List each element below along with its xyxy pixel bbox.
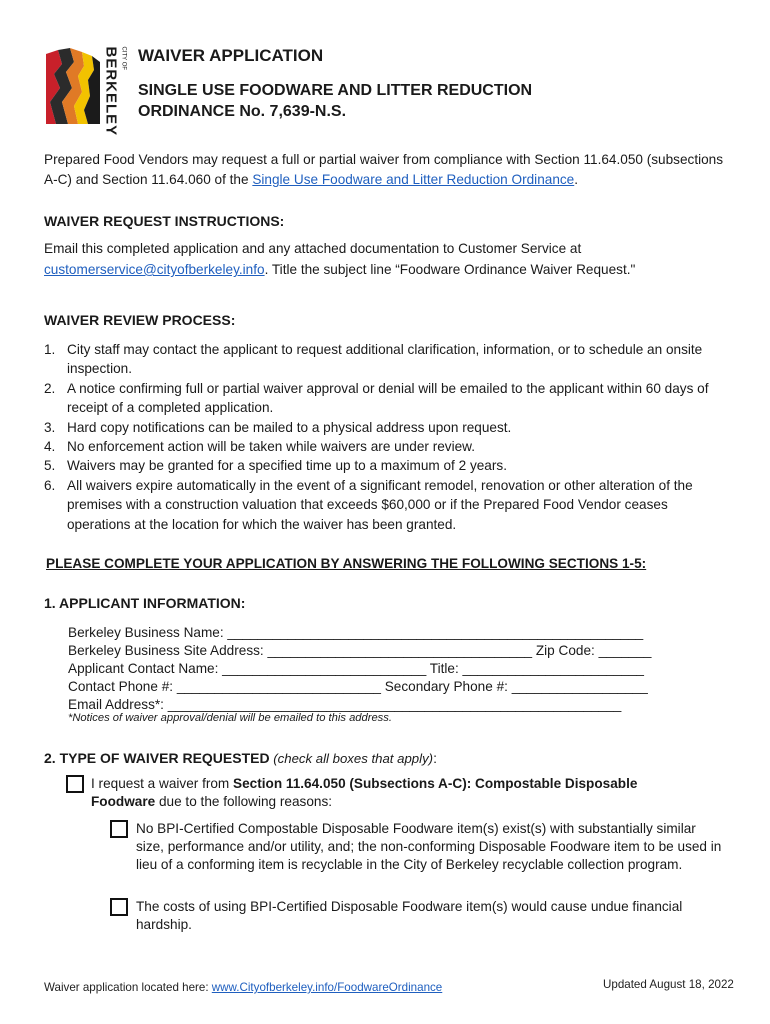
list-item-text: Waivers may be granted for a specified time up to a maximum of 2 years. (67, 458, 507, 474)
list-item-text: Hard copy notifications can be mailed to a physical address upon request. (67, 419, 512, 435)
ordinance-title (138, 80, 638, 122)
contact-name-title-field[interactable]: Applicant Contact Name: ___________________________ Title: ________________________ (68, 661, 644, 676)
section2-heading-colon: : (433, 750, 437, 766)
option-post: due to the following reasons: (155, 794, 333, 809)
section2-heading-hint: (check all boxes that apply) (269, 751, 434, 766)
instructions-subject: . Title the subject line “Foodware Ordinance Waiver Request." (264, 262, 636, 277)
reason-financial-hardship-checkbox[interactable] (110, 898, 128, 916)
option-foodware: Foodware (91, 794, 156, 809)
list-item (44, 379, 724, 418)
updated-date: Updated August 18, 2022 (603, 978, 734, 991)
email-field[interactable]: Email Address*: ____________________________________________________________ (68, 697, 622, 712)
intro-paragraph (44, 150, 734, 190)
option-section: Section 11.64.050 (Subsections A-C): Compostable Disposable (233, 776, 638, 791)
email-note: *Notices of waiver approval/denial will be emailed to this address. (68, 712, 392, 724)
reason-no-compostable-item-checkbox[interactable] (110, 820, 128, 838)
logo-berkeley: BERKELEY (102, 46, 120, 137)
foodware-ordinance-url-link[interactable]: www.Cityofberkeley.info/FoodwareOrdinance (211, 981, 443, 994)
reason-financial-hardship-label: The costs of using BPI-Certified Disposable Foodware item(s) would cause undue financial hardship. (136, 899, 683, 932)
list-item (44, 340, 724, 379)
instructions-line2 (44, 259, 744, 280)
list-item-text: All waivers expire automatically in the event of a significant remodel, renovation or other alteration of the premises with a construction valuation that exceeds $60,000 or if the Prepared Food Vendor ceases operations at the location for which the waiver has been granted. (67, 477, 693, 532)
complete-sections-heading: PLEASE COMPLETE YOUR APPLICATION BY ANSWERING THE FOLLOWING SECTIONS 1-5: (46, 556, 647, 571)
section2-heading-text: 2. TYPE OF WAIVER REQUESTED (44, 750, 270, 766)
footer-location-text: Waiver application located here: (44, 981, 212, 994)
list-item-number: 5. (44, 458, 56, 474)
customer-service-email-link[interactable]: customerservice@cityofberkeley.info (44, 262, 265, 277)
footer-location (44, 981, 442, 994)
section2-heading (44, 750, 437, 766)
list-item (44, 437, 724, 456)
reason-no-compostable-item-label: No BPI-Certified Compostable Disposable Foodware item(s) exist(s) with substantially similar size, performance and/or utility, and; the non-conforming Disposable Foodware item to be used in lieu of a conforming item is recyclable in the City of Berkeley recyclable collection program. (136, 821, 722, 872)
intro-text: Prepared Food Vendors may request a full or partial waiver from compliance with Section 11.64.050 (subsections A-C) and Section 11.64.060 of the (44, 152, 724, 187)
list-item-number: 6. (44, 477, 56, 493)
site-address-field[interactable]: Berkeley Business Site Address: ___________________________________ Zip Code: _______ (68, 643, 652, 658)
option-line1 (91, 775, 731, 793)
list-item (44, 476, 724, 534)
list-item-number: 4. (44, 439, 56, 455)
list-item-number: 3. (44, 419, 56, 435)
list-item (44, 456, 724, 475)
list-item-text: City staff may contact the applicant to request additional clarification, information, or to schedule an onsite inspection. (67, 342, 703, 377)
page-title: WAIVER APPLICATION (138, 46, 324, 65)
review-heading: WAIVER REVIEW PROCESS: (44, 312, 236, 328)
phone-fields[interactable]: Contact Phone #: ___________________________ Secondary Phone #: __________________ (68, 679, 648, 694)
review-list (44, 340, 724, 534)
city-of-berkeley-logo (44, 44, 127, 137)
intro-end: . (574, 172, 579, 187)
section1-heading: 1. APPLICANT INFORMATION: (44, 595, 246, 611)
list-item-number: 1. (44, 342, 56, 357)
list-item-text: A notice confirming full or partial waiver approval or denial will be emailed to the applicant within 60 days of receipt of a completed application. (67, 380, 709, 416)
option-line2 (91, 793, 731, 811)
waiver-section-11-64-050-checkbox[interactable] (66, 775, 84, 793)
ordinance-link[interactable]: Single Use Foodware and Litter Reduction Ordinance (252, 172, 575, 187)
list-item-number: 2. (44, 380, 56, 396)
instructions-line1: Email this completed application and any attached documentation to Customer Service at (44, 241, 582, 256)
waiver-section-11-64-050-label (91, 775, 731, 811)
ordinance-title-line2: ORDINANCE No. 7,639-N.S. (138, 103, 347, 120)
logo-city-of: CITY OF (120, 46, 127, 71)
list-item (44, 418, 724, 437)
instructions-paragraph (44, 238, 744, 280)
instructions-heading: WAIVER REQUEST INSTRUCTIONS: (44, 213, 285, 229)
business-name-field[interactable]: Berkeley Business Name: _______________________________________________________ (68, 625, 644, 640)
list-item-text: No enforcement action will be taken while waivers are under review. (67, 439, 476, 455)
ordinance-title-line1: SINGLE USE FOODWARE AND LITTER REDUCTION (138, 82, 533, 99)
option-pre: I request a waiver from (91, 776, 234, 791)
